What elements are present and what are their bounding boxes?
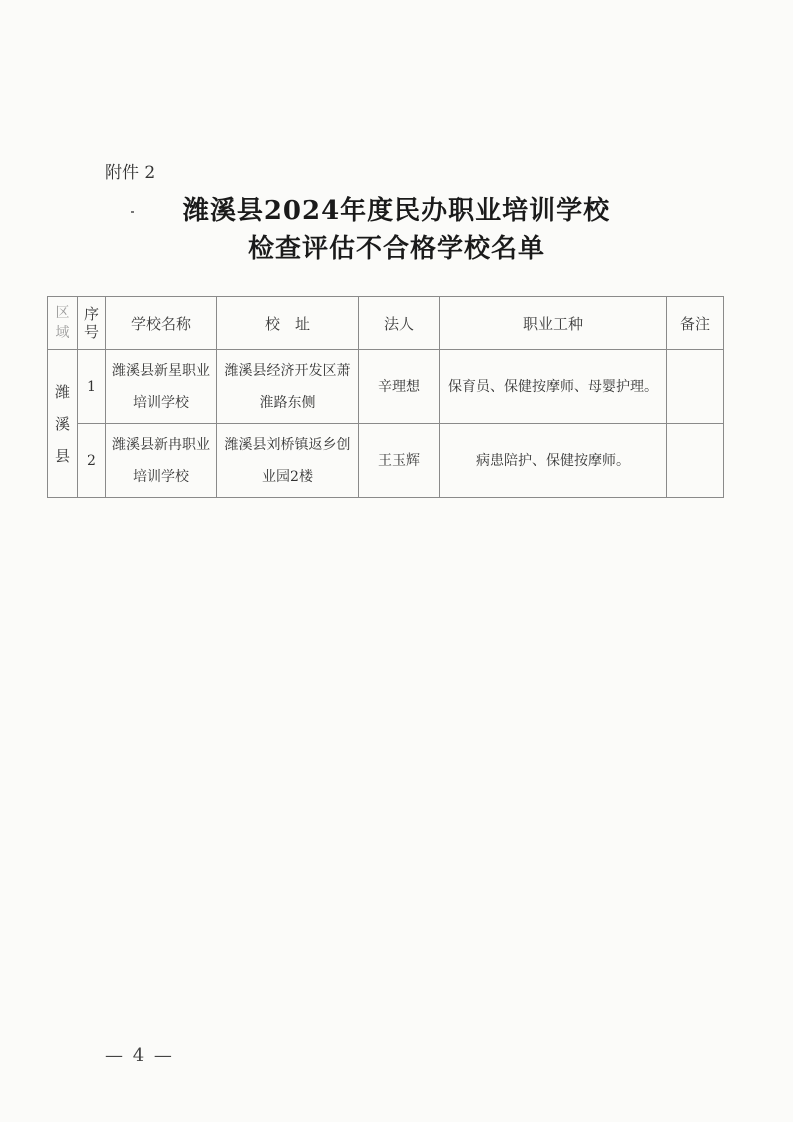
- attachment-label: 附件 2: [105, 163, 156, 183]
- page-number: — 4 —: [105, 1045, 174, 1066]
- header-seq: [78, 297, 106, 350]
- school-list-table: [47, 296, 724, 498]
- address-cell: 潍溪县经济开发区萧淮路东侧: [217, 350, 359, 424]
- header-remarks: 备注: [667, 297, 724, 350]
- header-legal-person: 法人: [359, 297, 440, 350]
- school-name-cell: 潍溪县新冉职业培训学校: [106, 424, 217, 498]
- legal-person-cell: 王玉辉: [359, 424, 440, 498]
- remarks-cell: [667, 350, 724, 424]
- occupation-cell: 病患陪护、保健按摩师。: [440, 424, 667, 498]
- header-occupation: 职业工种: [440, 297, 667, 350]
- table-row: [48, 424, 724, 498]
- seq-cell: 1: [78, 350, 106, 424]
- table-row: [48, 350, 724, 424]
- scan-speck: [131, 211, 134, 213]
- header-seq-char2: 号: [83, 323, 99, 341]
- header-school-name: 学校名称: [106, 297, 217, 350]
- header-region-char1: 区: [55, 305, 70, 321]
- remarks-cell: [667, 424, 724, 498]
- header-seq-char1: 序: [83, 305, 99, 323]
- school-name-cell: 潍溪县新星职业培训学校: [106, 350, 217, 424]
- occupation-cell: 保育员、保健按摩师、母婴护理。: [440, 350, 667, 424]
- header-region: [48, 297, 78, 350]
- header-address: 校 址: [217, 297, 359, 350]
- legal-person-cell: 辛理想: [359, 350, 440, 424]
- document-title-line2: 检查评估不合格学校名单: [247, 234, 545, 264]
- region-cell: [48, 350, 78, 498]
- table-header-row: [48, 297, 724, 350]
- address-cell: 潍溪县刘桥镇返乡创业园2楼: [217, 424, 359, 498]
- region-text: 潍溪县: [54, 382, 70, 465]
- seq-cell: 2: [78, 424, 106, 498]
- header-region-char2: 域: [55, 325, 70, 341]
- document-title-line1: 潍溪县2024年度民办职业培训学校: [182, 196, 611, 226]
